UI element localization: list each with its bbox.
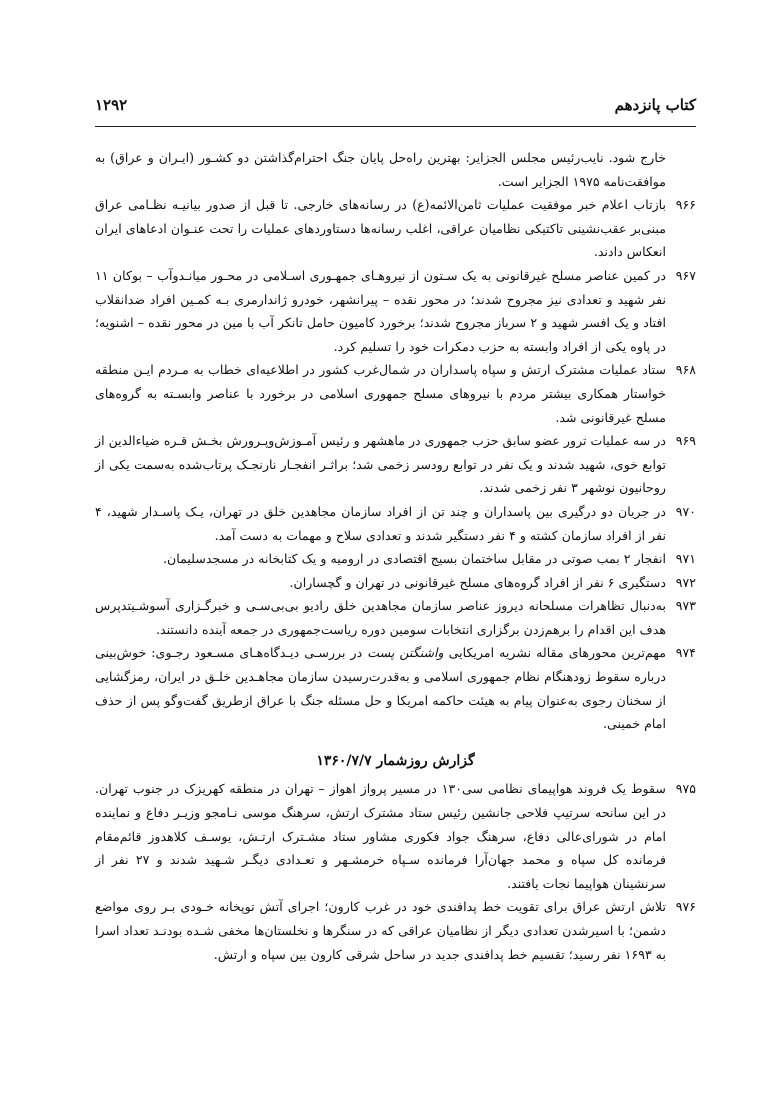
entry-number: ۹۶۷ [675,267,696,283]
page-number: ۱۲۹۲ [95,96,128,114]
entry-text-pre: مهم‌ترین محورهای مقاله نشریه امریکایی [443,645,666,661]
entry-text: در سه عملیات ترور عضو سابق حزب جمهوری در ماهشهر و رئیس آمـوزش‌وپـرورش بخـش قـره ضیاءالدین از توابع خوی، شهید شدند و یک نفر در توابع رودسر زخمی شد؛ براثـر انفجـار نارنجـک پرتاب‌شده به‌سمت یکی از روحانیون نوشهر ۳ نفر زخمی شدند. [95,433,666,496]
continuation-paragraph: خارج شود. نایب‌رئیس مجلس الجزایر: بهترین راه‌حل پایان جنگ احترام‌گذاشتن دو کشـور (ایـران و عراق) به موافقت‌نامه ۱۹۷۵ الجزایر است. [95,150,666,189]
entry-number: ۹۷۵ [675,781,696,797]
entry-number: ۹۷۱ [675,551,696,567]
entry-number: ۹۶۶ [675,197,696,213]
entry-text-post: در بررسـی دیـدگاه‌هـای مسـعود رجـوی: خوش‌بینی درباره سقوط زودهنگام نظام جمهوری اسلامی و به‌قدرت‌رسیدن سازمان مجاهـدین خلـق در ایران، رمزگشایی از سخنان رجوی به‌عنوان پیام به هیئت حاکمه امریکا و حل مسئله جنگ با عراق ازطریق گفت‌وگو پس از حذف امام خمینی. [95,645,666,732]
entry-text: بازتاب اعلام خبر موفقیت عملیات ثامن‌الائمه(ع) در رسانه‌های خارجی. تا قبل از صدور بیانیـه نظـامی عراق مبنی‌بر عقب‌نشینی تاکتیکی نظامیان عراقی، اغلب رسانه‌ها دستاوردهای عملیات را تحت عنـوان ادعاهای ایران انعکاس دادند. [95,197,666,260]
entry-number: ۹۷۰ [675,503,696,519]
entry-text: سقوط یک فروند هواپیمای نظامی سی۱۳۰ در مسیر پرواز اهواز – تهران در منطقه کهریزک در جنوب تهران. در این سانحه سرتیپ فلاحی جانشین رئیس ستاد مشترک ارتش، سرهنگ موسی نـامجو وزیـر دفاع و نماینده امام در شورای‌عالی دفاع، سرهنگ جواد فکوری مشاور ستاد مشـترک ارتـش، یوسـف کلاهدوز قائم‌مقام فرمانده کل سپاه و محمد جهان‌آرا فرمانده سـپاه خرمشـهر و تعـدادی دیگـر شـهید شدند و ۲۷ نفر از سرنشینان هواپیما نجات یافتند. [95,781,666,891]
entry-number: ۹۷۳ [675,598,696,614]
entry-text: به‌دنبال تظاهرات مسلحانه دیروز عناصر سازمان مجاهدین خلق رادیو بی‌بی‌سـی و خبرگـزاری آسوشـیتدپرس هدف این اقدام را برهم‌زدن برگزاری انتخابات سومین دوره ریاست‌جمهوری در جمعه آینده دانستند. [95,598,666,637]
entry-text: در کمین عناصر مسلح غیرقانونی به یک سـتون از نیروهـای جمهـوری اسـلامی در محـور میانـدوآب – بوکان ۱۱ نفر شهید و تعدادی نیز مجروح شدند؛ در محور نقده – پیرانشهر، خودرو ژاندارمری بـه کمـین افراد ضدانقلاب افتاد و یک افسر شهید و ۲ سرباز مجروح شدند؛ برخورد کامیون حامل تانکر آب با مین در محور نقده – اشنویه؛ در پاوه یکی از افراد وابسته به حزب دمکرات خود را تسلیم کرد. [95,267,666,354]
page-header [95,96,696,120]
entry-968 [95,358,696,429]
entry-text: تلاش ارتش عراق برای تقویت خط پدافندی خود در غرب کارون؛ اجرای آتش توپخانه خـودی بـر روی مواضع دشمن؛ با اسیرشدن تعدادی دیگر از نظامیان عراقی که در سنگرها و نخلستان‌ها مخفی شـده بودنـد تعداد اسرا به ۱۶۹۳ نفر رسید؛ تقسیم خط پدافندی جدید در ساحل شرقی کارون بین سپاه و ارتش. [95,899,666,962]
header-rule [95,126,696,127]
book-title: کتاب پانزدهم [614,96,696,114]
entry-text: در جریان دو درگیری بین پاسداران و چند تن از افراد سازمان مجاهدین خلق در تهران، یـک پاسـدار شهید، ۴ نفر از افراد سازمان کشته و ۴ نفر دستگیر شدند و تعدادی سلاح و مهمات به دست آمد. [95,503,666,543]
section-title: گزارش روزشمار ۱۳۶۰/۷/۷ [316,752,475,769]
entries-top [95,193,696,736]
entries-bottom [95,777,696,966]
entry-text: ستاد عملیات مشترک ارتش و سپاه پاسداران در شمال‌غرب کشور در اطلاعیه‌ای خطاب به مـردم ایـن منطقه خواستار همکاری بیشتر مردم با نیروهای مسلح جمهوری اسلامی در برخورد با عناصر وابسـته به گروه‌های مسلح غیرقانونی شد. [95,362,666,425]
entry-number: ۹۶۹ [675,433,696,449]
entry-text: انفجار ۲ بمب صوتی در مقابل ساختمان بسیج اقتصادی در ارومیه و یک کتابخانه در مسجدسلیمان. [162,551,666,567]
entry-number: ۹۶۸ [675,362,696,378]
entry-966 [95,193,696,264]
publication-name: واشنگتن پست [367,645,444,661]
entry-970 [95,500,696,547]
entry-number: ۹۷۲ [675,574,696,590]
entry-973 [95,594,696,641]
entry-number: ۹۷۴ [675,645,696,661]
entry-969 [95,429,696,500]
entry-number: ۹۷۶ [675,899,696,915]
page-body [95,146,696,966]
entry-text: دستگیری ۶ نفر از افراد گروه‌های مسلح غیرقانونی در تهران و گچساران. [289,574,666,590]
entry-971 [95,547,696,571]
entry-972 [95,571,696,595]
entry-967 [95,264,696,358]
entry-976 [95,895,696,966]
entry-975 [95,777,696,895]
entry-974 [95,641,696,735]
